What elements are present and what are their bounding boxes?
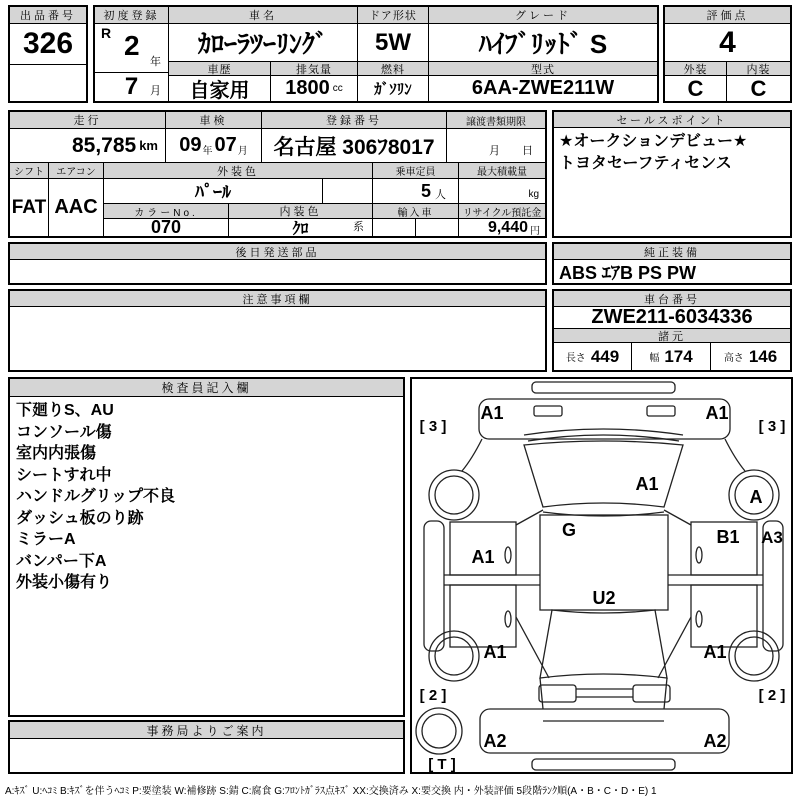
spare-tire-inner xyxy=(422,714,456,748)
front-clip xyxy=(479,399,730,439)
first-reg-year-cell xyxy=(95,24,169,73)
sales-point-text xyxy=(559,131,747,175)
first-reg-month: 7 xyxy=(124,73,139,100)
vehicle-header-box xyxy=(93,5,659,103)
taillight-left xyxy=(539,685,576,702)
interior-label: 内装 xyxy=(727,62,790,76)
front-left-wheel xyxy=(429,470,479,520)
era-code: R xyxy=(101,25,112,41)
spec-width-cell xyxy=(632,343,711,370)
inspection-cell xyxy=(166,129,262,163)
int-color-label: 内装色 xyxy=(229,204,373,219)
import-empty-cell-2 xyxy=(416,219,459,236)
history-label: 車歴 xyxy=(169,62,271,76)
model-label: 型式 xyxy=(429,62,657,76)
mark-right-front-door-b1: B1 xyxy=(716,527,740,547)
rear-left-wheel xyxy=(429,631,479,681)
door-label: ドア形状 xyxy=(358,7,429,24)
inspector-notes xyxy=(16,400,175,594)
mileage-unit: km xyxy=(139,138,158,153)
month-unit: 月 xyxy=(150,85,161,97)
sales-point-line-2: トヨタセーフティセンス xyxy=(559,155,732,172)
sales-point-box xyxy=(552,110,792,238)
reg-no-label: 登録番号 xyxy=(262,112,447,129)
recycle-value: 9,440 xyxy=(487,219,528,236)
tailgate-edge-left xyxy=(540,678,543,709)
inspector-box xyxy=(8,377,405,717)
recycle-cell xyxy=(459,219,545,236)
wiper-arc-2 xyxy=(528,435,679,441)
specs-label: 諸元 xyxy=(554,329,790,343)
fuel-label: 燃料 xyxy=(358,62,429,76)
first-reg-label: 初度登録 xyxy=(95,7,169,24)
chassis-value: ZWE211-6034336 xyxy=(554,307,790,329)
exterior-label: 外装 xyxy=(665,62,727,76)
spec-length-label: 長さ xyxy=(565,353,586,364)
inspection-label: 車検 xyxy=(166,112,262,129)
displacement-label: 排気量 xyxy=(271,62,358,76)
car-name-label: 車名 xyxy=(169,7,358,24)
auction-no-value: 326 xyxy=(10,24,86,65)
transfer-day-unit: 日 xyxy=(522,145,533,157)
front-left-wheel-inner xyxy=(435,476,473,514)
inspection-month: 07 xyxy=(214,134,237,156)
notice-box xyxy=(8,289,547,372)
shift-value: FAT xyxy=(10,179,49,236)
transfer-deadline-label: 譲渡書類期限 xyxy=(447,112,545,129)
mark-windshield-a1: A1 xyxy=(635,474,659,494)
rear-lower-strip xyxy=(532,759,675,770)
equipment-label: 純正装備 xyxy=(554,244,790,260)
inspector-note: バンパー下A xyxy=(16,552,107,570)
inspector-note: シートすれ中 xyxy=(16,466,112,484)
mark-left-front-tire-3: [ 3 ] xyxy=(419,418,447,435)
int-color-cell xyxy=(229,219,373,236)
fuel-value: ｶﾞｿﾘﾝ xyxy=(358,76,429,101)
auction-no-box xyxy=(8,5,88,103)
spec-width-label: 幅 xyxy=(649,353,660,364)
mark-front-right-wheel-a: A xyxy=(749,487,763,507)
inspector-note: ハンドルグリップ不良 xyxy=(16,488,176,505)
ext-color-value: ﾊﾟｰﾙ xyxy=(104,179,323,204)
car-outline xyxy=(416,382,783,770)
interior-grade: C xyxy=(750,76,767,101)
spec-width-value: 174 xyxy=(664,346,693,366)
mark-front-left-fender-a1: A1 xyxy=(480,403,504,423)
spec-height-value: 146 xyxy=(748,346,778,366)
chassis-box xyxy=(552,289,792,372)
mark-left-rear-tire-2: [ 2 ] xyxy=(419,687,447,704)
displacement-value: 1800 xyxy=(285,77,330,99)
right-fender-line xyxy=(725,439,745,471)
right-rear-door-handle xyxy=(696,611,702,627)
door-value: 5W xyxy=(358,24,429,62)
mark-roof-u2: U2 xyxy=(592,588,616,608)
aircon-value: AAC xyxy=(49,179,104,236)
inspector-note: 外装小傷有り xyxy=(16,574,113,591)
car-damage-diagram xyxy=(412,379,791,772)
capacity-cell xyxy=(373,179,459,204)
recycle-unit: 円 xyxy=(530,226,540,236)
int-color-suffix: 系 xyxy=(353,221,364,233)
mark-right-front-tire-3: [ 3 ] xyxy=(758,418,786,435)
equipment-value: ABS ｴｱB PS PW xyxy=(559,262,697,283)
shift-label: シフト xyxy=(10,163,49,179)
max-load-label: 最大積載量 xyxy=(459,163,545,179)
rear-right-wheel xyxy=(729,631,779,681)
ext-color-empty-cell xyxy=(323,179,373,204)
mark-rear-bumper-left-a2: A2 xyxy=(483,731,507,751)
transfer-deadline-cell xyxy=(447,129,545,163)
max-load-cell xyxy=(459,179,545,204)
mark-right-rear-tire-2: [ 2 ] xyxy=(758,687,786,704)
inspector-note: コンソール傷 xyxy=(16,423,112,441)
office-box xyxy=(8,720,405,774)
mileage-value: 85,785 xyxy=(71,133,137,157)
details-box xyxy=(8,110,547,238)
import-label: 輸入車 xyxy=(373,204,459,219)
spec-height-label: 高さ xyxy=(723,353,744,364)
d-pillar-right xyxy=(658,617,691,678)
exterior-grade: C xyxy=(665,76,727,101)
transfer-month-unit: 月 xyxy=(489,145,500,157)
mark-left-front-door-a1: A1 xyxy=(471,547,495,567)
office-label: 事務局よりご案内 xyxy=(10,722,403,739)
rear-bumper xyxy=(480,709,729,753)
left-rear-door-handle xyxy=(505,611,511,627)
inspector-note: ダッシュ板のり跡 xyxy=(16,509,144,527)
import-empty-cell-1 xyxy=(373,219,416,236)
capacity-value: 5 xyxy=(420,180,431,201)
ext-color-label: 外装色 xyxy=(104,163,373,179)
score-value: 4 xyxy=(665,24,790,62)
wiper-arc-1 xyxy=(524,429,683,435)
later-parts-box xyxy=(8,242,547,285)
inspector-note: 室内内張傷 xyxy=(16,445,97,462)
inspection-month-unit: 月 xyxy=(237,146,248,157)
chassis-label: 車台番号 xyxy=(554,291,790,307)
rear-glass xyxy=(540,610,667,678)
left-fender-line xyxy=(462,439,482,471)
mileage-label: 走行 xyxy=(10,112,166,129)
inspection-year-unit: 年 xyxy=(202,146,213,157)
left-side-strip xyxy=(424,521,444,651)
int-color-value: ｸﾛ xyxy=(292,221,309,236)
score-label: 評価点 xyxy=(665,7,790,24)
grille-left xyxy=(534,406,562,416)
capacity-unit: 人 xyxy=(435,189,446,201)
inspector-note: 下廻りS、AU xyxy=(16,402,114,419)
first-reg-year: 2 xyxy=(124,30,140,61)
recycle-label: リサイクル預託金 xyxy=(459,204,545,219)
mark-right-rear-a1: A1 xyxy=(703,642,727,662)
windshield xyxy=(524,441,683,507)
history-value: 自家用 xyxy=(169,76,271,101)
inspector-note: ミラーA xyxy=(16,531,76,548)
inspector-label: 検査員記入欄 xyxy=(10,379,403,397)
mark-cowl-g: G xyxy=(561,520,577,540)
score-box xyxy=(663,5,792,103)
mark-left-rear-a1: A1 xyxy=(483,642,507,662)
mileage-cell xyxy=(10,129,166,163)
sales-point-label: セールスポイント xyxy=(554,112,790,128)
notice-label: 注意事項欄 xyxy=(10,291,545,307)
mark-spare-tire-t: [ T ] xyxy=(428,756,456,772)
grade-label: グレード xyxy=(429,7,657,24)
grade-value: ﾊｲﾌﾞﾘｯﾄﾞ S xyxy=(429,24,657,62)
rear-right-wheel-inner xyxy=(735,637,773,675)
d-pillar-left xyxy=(516,617,549,678)
equipment-box xyxy=(552,242,792,285)
displacement-cell xyxy=(271,76,358,101)
color-no-value: 070 xyxy=(104,219,229,236)
grille-right xyxy=(647,406,675,416)
auction-no-label: 出品番号 xyxy=(10,7,86,24)
spec-length-cell xyxy=(554,343,632,370)
damage-marks xyxy=(420,403,786,772)
legend-text: A:ｷｽﾞ U:ﾍｺﾐ B:ｷｽﾞを伴うﾍｺﾐ P:要塗装 W:補修跡 S:錆 C:腐食 G:ﾌﾛﾝﾄｶﾞﾗｽ点ｷｽﾞ XX:交換済み X:要交換 内・外装評価 5段階ﾗﾝｸ順(A・B・C・D・E) 1 xyxy=(5,786,657,797)
displacement-unit: cc xyxy=(332,83,343,94)
reg-no-value: 名古屋 306ﾌ8017 xyxy=(262,129,447,163)
color-no-label: カラーNo. xyxy=(104,204,229,219)
spare-tire xyxy=(416,708,462,754)
right-front-door-handle xyxy=(696,547,702,563)
later-parts-label: 後日発送部品 xyxy=(10,244,545,260)
inspection-year: 09 xyxy=(179,134,202,156)
first-reg-month-cell xyxy=(95,73,169,101)
model-value: 6AA-ZWE211W xyxy=(471,77,615,99)
aircon-label: エアコン xyxy=(49,163,104,179)
front-bumper xyxy=(532,382,675,393)
mark-front-right-fender-a1: A1 xyxy=(705,403,729,423)
spec-height-cell xyxy=(711,343,790,370)
capacity-label: 乗車定員 xyxy=(373,163,459,179)
spec-length-value: 449 xyxy=(590,346,620,366)
rear-left-wheel-inner xyxy=(435,637,473,675)
car-name-value: ｶﾛｰﾗﾂｰﾘﾝｸﾞ xyxy=(169,24,358,62)
mark-right-side-a3: A3 xyxy=(761,528,783,547)
year-unit: 年 xyxy=(150,56,161,68)
mark-rear-bumper-right-a2: A2 xyxy=(703,731,727,751)
max-load-unit: kg xyxy=(528,189,539,200)
tailgate-edge-right xyxy=(664,678,667,709)
diagram-box xyxy=(410,377,793,774)
sales-point-line-1: ★オークションデビュー★ xyxy=(559,133,748,150)
a-pillar-left xyxy=(516,510,543,525)
left-front-door-handle xyxy=(505,547,511,563)
